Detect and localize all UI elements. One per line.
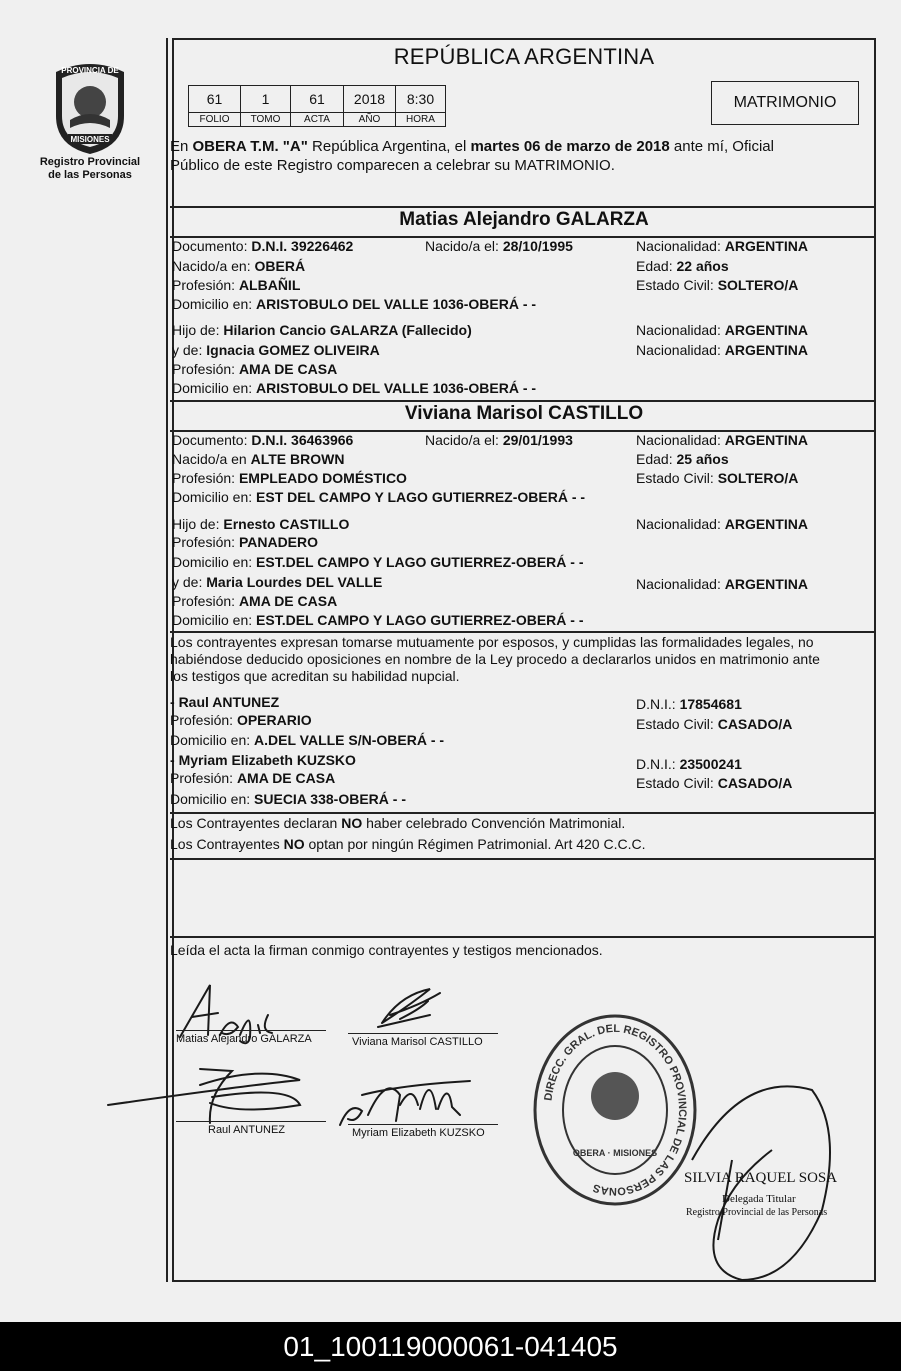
spouse1-mother-profession: Profesión: AMA DE CASA (172, 361, 338, 377)
officer-name: SILVIA RAQUEL SOSA (684, 1170, 838, 1186)
declaration-paragraph: Los contrayentes expresan tomarse mutuamente por esposos, y cumplidas las formalidades legales, no habiéndose deducido oposiciones en nombre de la Ley procedo a declararlos unidos en matrimonio ante los testigos que acreditan su habilidad nupcial. (170, 634, 820, 684)
document-type-box: MATRIMONIO (711, 81, 859, 125)
witness2-profession: Profesión: AMA DE CASA (170, 770, 336, 786)
year-label: AÑO (344, 113, 396, 127)
witness2-civil-status: Estado Civil: CASADO/A (636, 775, 793, 791)
svg-text:OBERA · MISIONES: OBERA · MISIONES (572, 1148, 658, 1158)
spouse1-profession: Profesión: ALBAÑIL (172, 277, 301, 293)
witness2-address: Domicilio en: SUECIA 338-OBERÁ - - (170, 791, 406, 807)
spouse1-nationality: Nacionalidad: ARGENTINA (636, 238, 808, 254)
witness1-name: - Raul ANTUNEZ (170, 694, 280, 710)
acta-label: ACTA (291, 113, 344, 127)
svg-text:PROVINCIA DE: PROVINCIA DE (61, 66, 119, 75)
spouse1-mother-nationality: Nacionalidad: ARGENTINA (636, 342, 808, 358)
divider (170, 858, 876, 860)
spouse2-nationality: Nacionalidad: ARGENTINA (636, 432, 808, 448)
spouse2-age: Edad: 25 años (636, 451, 729, 467)
spouse1-name: Matias Alejandro GALARZA (399, 209, 649, 230)
divider (170, 206, 876, 208)
tomo-label: TOMO (241, 113, 291, 127)
signature-line (348, 1033, 498, 1034)
signature-label-spouse2: Viviana Marisol CASTILLO (352, 1036, 483, 1048)
spouse2-birthdate: Nacido/a el: 29/01/1993 (425, 432, 573, 448)
witness2-dni: D.N.I.: 23500241 (636, 756, 742, 772)
regime-statement: Los Contrayentes NO optan por ningún Régimen Patrimonial. Art 420 C.C.C. (170, 836, 646, 852)
witness1-civil-status: Estado Civil: CASADO/A (636, 716, 793, 732)
convention-statement: Los Contrayentes declaran NO haber celebrado Convención Matrimonial. (170, 815, 626, 831)
divider (170, 631, 876, 633)
signature-label-spouse1: Matias Alejandro GALARZA (176, 1033, 312, 1045)
spouse2-mother-nationality: Nacionalidad: ARGENTINA (636, 576, 808, 592)
folio-value: 61 (189, 86, 241, 113)
handwritten-signatures (100, 975, 560, 1145)
svg-text:DIRECC. GRAL. DEL REGISTRO PRO: DIRECC. GRAL. DEL REGISTRO PROVINCIAL DE LAS PERSONAS (542, 1022, 689, 1198)
hour-value: 8:30 (396, 86, 446, 113)
spouse1-father-nationality: Nacionalidad: ARGENTINA (636, 322, 808, 338)
spouse1-address: Domicilio en: ARISTOBULO DEL VALLE 1036-OBERÁ - - (172, 296, 537, 312)
province-seal-lettering (50, 58, 130, 156)
spouse2-mother-address: Domicilio en: EST.DEL CAMPO Y LAGO GUTIERREZ-OBERÁ - - (172, 612, 584, 628)
intro-paragraph: En OBERA T.M. "A" República Argentina, el martes 06 de marzo de 2018 ante mí, Oficial Público de este Registro comparecen a celebrar su MATRIMONIO. (170, 138, 774, 174)
witness1-dni: D.N.I.: 17854681 (636, 696, 742, 712)
spouse1-father: Hijo de: Hilarion Cancio GALARZA (Fallecido) (172, 322, 472, 338)
spouse2-profession: Profesión: EMPLEADO DOMÉSTICO (172, 470, 407, 486)
witness1-profession: Profesión: OPERARIO (170, 712, 312, 728)
witness2-name: - Myriam Elizabeth KUZSKO (170, 752, 356, 768)
divider (170, 400, 876, 402)
tomo-value: 1 (241, 86, 291, 113)
spouse1-birthdate: Nacido/a el: 28/10/1995 (425, 238, 573, 254)
signature-line (176, 1121, 326, 1122)
scan-code: 01_100119000061-041405 (0, 1322, 901, 1371)
spouse2-mother-profession: Profesión: AMA DE CASA (172, 593, 338, 609)
spouse1-civil-status: Estado Civil: SOLTERO/A (636, 277, 799, 293)
spouse2-father-profession: Profesión: PANADERO (172, 534, 319, 550)
spouse2-document: Documento: D.N.I. 36463966 (172, 432, 354, 448)
signature-line (348, 1124, 498, 1125)
spouse2-father-address: Domicilio en: EST.DEL CAMPO Y LAGO GUTIERREZ-OBERÁ - - (172, 554, 584, 570)
spouse1-age: Edad: 22 años (636, 258, 729, 274)
spouse2-name: Viviana Marisol CASTILLO (404, 403, 644, 424)
registry-caption: Registro Provincial de las Personas (39, 156, 141, 181)
spouse1-mother: y de: Ignacia GOMEZ OLIVEIRA (172, 342, 380, 358)
signature-label-witness2: Myriam Elizabeth KUZSKO (352, 1127, 485, 1139)
record-codes-table (188, 85, 446, 127)
witness1-address: Domicilio en: A.DEL VALLE S/N-OBERÁ - - (170, 732, 445, 748)
spouse2-father-nationality: Nacionalidad: ARGENTINA (636, 516, 808, 532)
spouse1-parents-address: Domicilio en: ARISTOBULO DEL VALLE 1036-OBERÁ - - (172, 380, 537, 396)
spouse1-document: Documento: D.N.I. 39226462 (172, 238, 354, 254)
spouse2-mother: y de: Maria Lourdes DEL VALLE (172, 574, 383, 590)
signature-line (176, 1030, 326, 1031)
spouse2-civil-status: Estado Civil: SOLTERO/A (636, 470, 799, 486)
folio-label: FOLIO (189, 113, 241, 127)
officer-title: Delegada Titular (722, 1193, 796, 1205)
officer-organization: Registro Provincial de las Personas (686, 1207, 828, 1218)
spouse2-father: Hijo de: Ernesto CASTILLO (172, 516, 350, 532)
spouse2-address: Domicilio en: EST DEL CAMPO Y LAGO GUTIERREZ-OBERÁ - - (172, 489, 586, 505)
spouse2-birthplace: Nacido/a en ALTE BROWN (172, 451, 345, 467)
hour-label: HORA (396, 113, 446, 127)
signature-label-witness1: Raul ANTUNEZ (208, 1124, 286, 1136)
spouse1-birthplace: Nacido/a en: OBERÁ (172, 258, 306, 274)
svg-text:MISIONES: MISIONES (70, 135, 110, 144)
acta-value: 61 (291, 86, 344, 113)
closing-statement: Leída el acta la firman conmigo contrayentes y testigos mencionados. (170, 942, 603, 958)
page-title: REPÚBLICA ARGENTINA (393, 44, 655, 69)
year-value: 2018 (344, 86, 396, 113)
divider (170, 936, 876, 938)
